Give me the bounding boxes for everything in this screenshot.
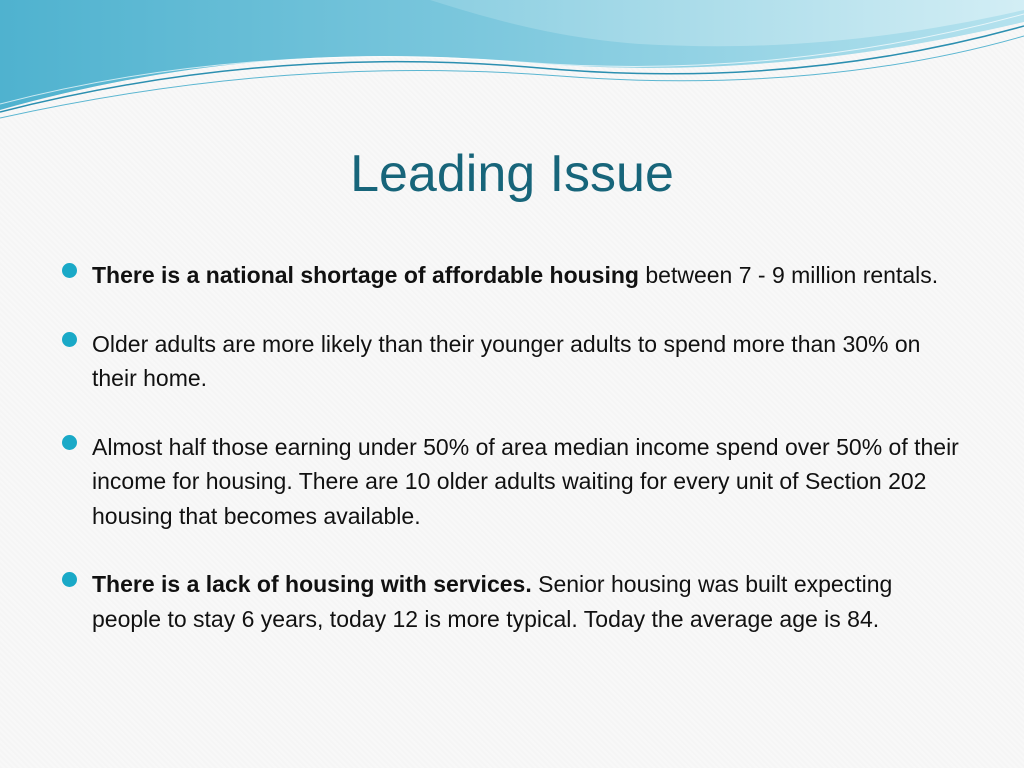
bullet-list (62, 258, 962, 670)
bullet-bold-text: There is a lack of housing with services. (92, 571, 532, 597)
bullet-item (62, 327, 962, 396)
bullet-bold-text: There is a national shortage of affordable housing (92, 262, 639, 288)
slide-title: Leading Issue (350, 145, 674, 203)
bullet-text: Almost half those earning under 50% of area median income spend over 50% of their income for housing. There are 10 older adults waiting for every unit of Section 202 housing that becomes available. (92, 433, 959, 529)
bullet-text: Older adults are more likely than their younger adults to spend more than 30% on their home. (92, 330, 921, 391)
header-wave-decoration (0, 0, 1024, 130)
bullet-text: Senior housing was built expecting people to stay 6 years, today 12 is more typical. Today the average age is 84. (92, 571, 893, 632)
bullet-dot-icon (62, 572, 77, 587)
bullet-item (62, 430, 962, 534)
bullet-dot-icon (62, 435, 77, 450)
bullet-item (62, 567, 962, 636)
bullet-item (62, 258, 962, 293)
bullet-text: between 7 - 9 million rentals. (638, 262, 939, 288)
bullet-dot-icon (62, 263, 77, 278)
bullet-dot-icon (62, 332, 77, 347)
